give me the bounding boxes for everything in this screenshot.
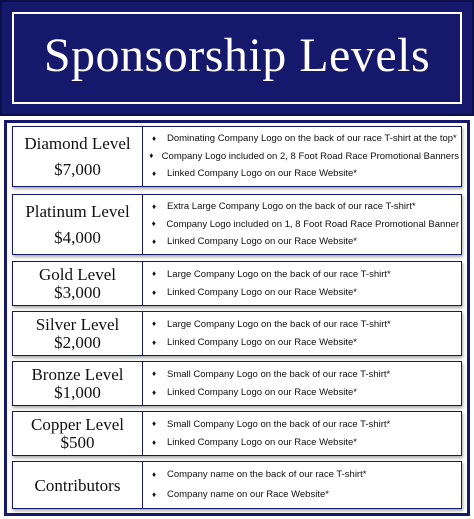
list-item (147, 490, 459, 500)
level-cell (13, 462, 143, 508)
level-price: $2,000 (54, 332, 101, 352)
header-frame (12, 12, 462, 104)
level-row-bronze (12, 361, 462, 406)
list-item (147, 288, 459, 298)
list-item (147, 370, 459, 380)
diamond-bullet-icon: ♦ (149, 151, 154, 161)
benefit-text: Dominating Company Logo on the back of our race T-shirt at the top* (167, 133, 457, 145)
benefits-list (147, 362, 459, 405)
diamond-bullet-icon: ♦ (151, 437, 157, 447)
level-row-contributors (12, 461, 462, 509)
diamond-bullet-icon: ♦ (151, 287, 157, 297)
diamond-bullet-icon: ♦ (151, 133, 157, 143)
benefits-list (147, 195, 459, 254)
list-item (147, 220, 459, 230)
level-row-platinum (12, 194, 462, 255)
benefits-list (147, 412, 459, 455)
benefits-list (147, 127, 459, 186)
diamond-bullet-icon: ♦ (151, 490, 157, 499)
list-item (147, 470, 459, 480)
benefit-text: Large Company Logo on the back of our race T-shirt* (167, 318, 391, 330)
benefits-list (147, 262, 459, 305)
diamond-bullet-icon: ♦ (151, 470, 157, 479)
list-item (147, 134, 459, 144)
benefit-text: Linked Company Logo on our Race Website* (167, 437, 357, 448)
benefit-text: Linked Company Logo on our Race Website* (167, 168, 357, 180)
level-row-silver (12, 311, 462, 356)
level-cell (13, 127, 143, 186)
level-price: $500 (60, 432, 95, 452)
list-item (147, 169, 459, 179)
level-name: Contributors (34, 475, 121, 495)
diamond-bullet-icon: ♦ (151, 387, 157, 397)
levels-table (4, 120, 470, 516)
level-cell (13, 412, 143, 455)
diamond-bullet-icon: ♦ (151, 419, 157, 429)
level-cell (13, 312, 143, 355)
list-item (147, 320, 459, 330)
list-item (147, 270, 459, 280)
level-price: $3,000 (54, 282, 101, 302)
level-row-copper (12, 411, 462, 456)
benefit-text: Large Company Logo on the back of our race T-shirt* (167, 268, 391, 280)
diamond-bullet-icon: ♦ (151, 219, 156, 229)
list-item (147, 202, 459, 212)
benefit-text: Company Logo included on 2, 8 Foot Road Race Promotional Banners (161, 150, 459, 162)
benefits-list (147, 312, 459, 355)
list-item (147, 237, 459, 247)
diamond-bullet-icon: ♦ (151, 337, 157, 347)
list-item (147, 152, 459, 162)
level-name: Gold Level (39, 265, 116, 285)
list-item (147, 420, 459, 430)
level-cell (13, 362, 143, 405)
diamond-bullet-icon: ♦ (151, 201, 157, 211)
benefit-text: Linked Company Logo on our Race Website* (167, 236, 357, 248)
diamond-bullet-icon: ♦ (151, 319, 157, 329)
benefit-text: Extra Large Company Logo on the back of our race T-shirt* (167, 201, 416, 213)
benefit-text: Company name on the back of our race T-shirt* (167, 469, 367, 481)
level-row-diamond (12, 126, 462, 187)
benefit-text: Small Company Logo on the back of our race T-shirt* (167, 418, 391, 430)
level-price: $1,000 (54, 382, 101, 402)
list-item (147, 338, 459, 348)
level-price: $7,000 (54, 159, 101, 179)
page-title: Sponsorship Levels (43, 29, 431, 82)
benefit-text: Small Company Logo on the back of our race T-shirt* (167, 368, 391, 380)
diamond-bullet-icon: ♦ (151, 169, 157, 179)
benefit-text: Company Logo included on 1, 8 Foot Road Race Promotional Banner (166, 218, 459, 230)
level-name: Platinum Level (25, 202, 130, 222)
list-item (147, 438, 459, 448)
diamond-bullet-icon: ♦ (151, 369, 157, 379)
level-name: Bronze Level (31, 365, 124, 385)
list-item (147, 388, 459, 398)
level-name: Copper Level (31, 415, 124, 435)
benefit-text: Linked Company Logo on our Race Website* (167, 337, 357, 348)
level-name: Diamond Level (24, 134, 131, 154)
diamond-bullet-icon: ♦ (151, 269, 157, 279)
level-cell (13, 262, 143, 305)
diamond-bullet-icon: ♦ (151, 237, 157, 247)
level-name: Silver Level (35, 315, 120, 335)
benefit-text: Company name on our Race Website* (167, 489, 329, 501)
benefits-list (147, 462, 459, 508)
header-banner (0, 0, 474, 116)
benefit-text: Linked Company Logo on our Race Website* (167, 387, 357, 398)
level-cell (13, 195, 143, 254)
level-row-gold (12, 261, 462, 306)
benefit-text: Linked Company Logo on our Race Website* (167, 287, 357, 298)
level-price: $4,000 (54, 227, 101, 247)
